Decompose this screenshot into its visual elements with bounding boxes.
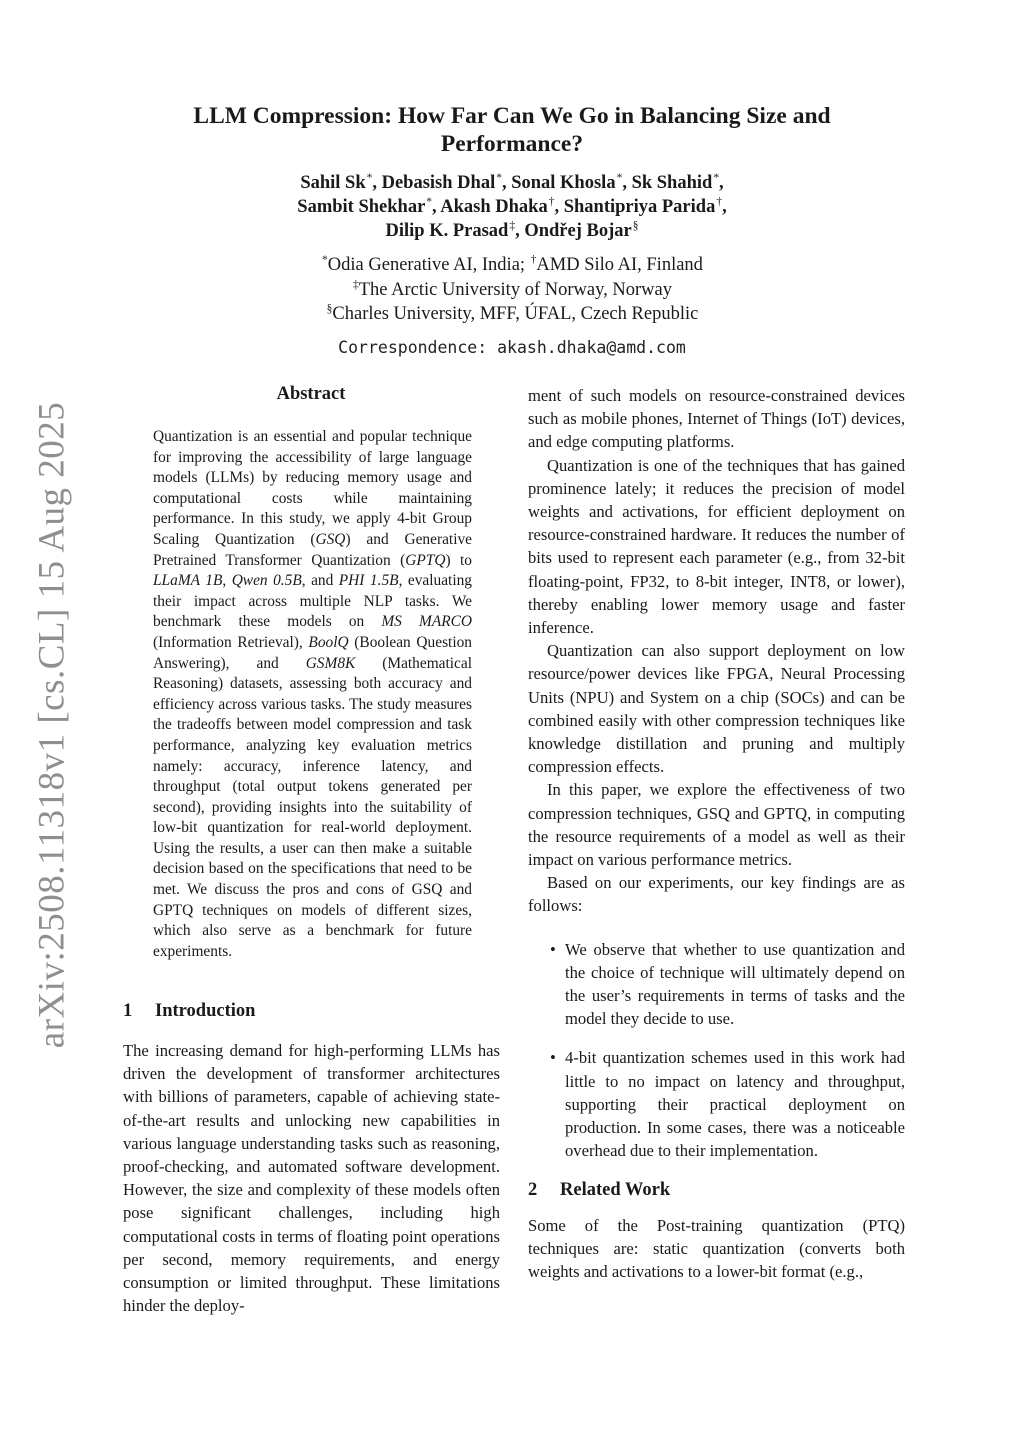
author-mark: * xyxy=(426,196,433,209)
author-mark: * xyxy=(616,172,623,185)
author-mark: * xyxy=(496,172,502,185)
introduction-paragraph-4: In this paper, we explore the effectiveness of two compression techniques, GSQ and GPTQ, in computing the resource requirements of a model as well as their impact on various performance metrics. xyxy=(528,780,905,870)
affiliation-line-3: §Charles University, MFF, ÚFAL, Czech Republic xyxy=(326,303,699,324)
key-findings-list xyxy=(528,938,905,1163)
right-column xyxy=(528,384,905,1283)
abstract-heading: Abstract xyxy=(276,384,346,404)
author-mark: ‡ xyxy=(509,220,516,233)
introduction-paragraph-5: Based on our experiments, our key findings are as follows: xyxy=(528,873,905,916)
author-name: Dilip K. Prasad xyxy=(385,221,509,241)
author-name: Shantipriya Parida xyxy=(563,197,716,217)
author-mark: † xyxy=(716,196,723,209)
arxiv-identifier-stamp: arXiv:2508.11318v1 [cs.CL] 15 Aug 2025 xyxy=(31,401,73,1049)
list-item: • We observe that whether to use quantization and the choice of technique will ultimately depend on the user’s requirements in terms of tasks and the model they decide to use. xyxy=(550,939,905,1029)
title-line-1: LLM Compression: How Far Can We Go in Balancing Size and xyxy=(193,103,831,129)
affiliation-line-2: ‡The Arctic University of Norway, Norway xyxy=(353,278,672,300)
author-list xyxy=(0,171,1024,243)
paper-title xyxy=(0,102,1024,158)
list-item: • 4-bit quantization schemes used in this work had little to no impact on latency and throughput, supporting their practical deployment on production. In some cases, there was a noticeable overhead due to their implementation. xyxy=(550,1048,905,1161)
author-mark: § xyxy=(632,220,639,233)
author-name: Sk Shahid xyxy=(631,173,713,193)
author-line-2: Sambit Shekhar*, Akash Dhaka†, Shantipriya Parida†, xyxy=(297,196,727,217)
related-work-paragraph-1: Some of the Post-training quantization (PTQ) techniques are: static quantization (converts both weights and activations to a lower-bit format (e.g., xyxy=(528,1215,905,1282)
author-line-1: Sahil Sk*, Debasish Dhal*, Sonal Khosla*, Sk Shahid*, xyxy=(300,172,724,193)
abstract-text: Quantization is an essential and popular technique for improving the accessibility of large language models (LLMs) by reducing memory usage and computational costs while maintaining performance. In this study, we apply 4-bit Group Scaling Quantization (GSQ) and Generative Pretrained Transformer Quantization (GPTQ) to LLaMA 1B, Qwen 0.5B, and PHI 1.5B, evaluating their impact across multiple NLP tasks. We benchmark these models on MS MARCO (Information Retrieval), BoolQ (Boolean Question Answering), and GSM8K (Mathematical Reasoning) datasets, assessing both accuracy and efficiency across various tasks. The study measures the tradeoffs between model compression and task performance, analyzing key evaluation metrics namely: accuracy, inference latency, and throughput (total output tokens generated per second), providing insights into the suitability of low-bit quantization for real-world deployment. Using the results, a user can then make a suitable decision based on the specifications that need to be met. We discuss the pros and cons of GSQ and GPTQ techniques on models of different sizes, which also serve as a benchmark for future experiments. xyxy=(153,428,473,960)
bullet-icon: • xyxy=(550,1048,556,1068)
section-title: Introduction xyxy=(155,1001,256,1021)
author-name: Akash Dhaka xyxy=(440,197,548,217)
introduction-paragraph-2: Quantization is one of the techniques that has gained prominence lately; it reduces the precision of model weights and activations, for efficient deployment on resource-constrained hardware. It reduces the number of bits used to represent each parameter (e.g., from 32-bit floating-point, FP32, to 8-bit integer, INT8, or lower), thereby enabling lower memory usage and faster inference. xyxy=(528,455,905,638)
author-mark: * xyxy=(713,172,720,185)
author-line-3: Dilip K. Prasad‡, Ondřej Bojar§ xyxy=(385,220,639,241)
author-name: Sambit Shekhar xyxy=(297,197,426,217)
author-mark: † xyxy=(548,196,555,209)
section-number: 1 xyxy=(123,1001,133,1021)
author-name: Sahil Sk xyxy=(300,173,366,193)
author-name: Debasish Dhal xyxy=(381,173,496,193)
section-title: Related Work xyxy=(560,1179,671,1200)
title-line-2: Performance? xyxy=(440,131,584,157)
introduction-paragraph-3: Quantization can also support deployment on low resource/power devices like FPGA, Neural Processing Units (NPU) and System on a chip (SOCs) and can be combined easily with other compression techniques like knowledge distillation and pruning and multiply compression effects. xyxy=(528,641,905,777)
bullet-icon: • xyxy=(550,939,556,959)
affiliation-line-1: *Odia Generative AI, India; †AMD Silo AI, Finland xyxy=(322,254,703,275)
correspondence-email: Correspondence: akash.dhaka@amd.com xyxy=(338,338,686,357)
affiliations xyxy=(0,253,1024,327)
section-number: 2 xyxy=(528,1179,538,1200)
related-work-heading xyxy=(528,1179,905,1202)
introduction-paragraph-1: The increasing demand for high-performing LLMs has driven the development of transformer architectures with billions of parameters, capable of achieving state-of-the-art results and unlocking new capabilities in various language understanding tasks such as reasoning, proof-checking, and automated software development. However, the size and complexity of these models often pose significant challenges, including high computational costs in terms of floating point operations per second, memory requirements, and energy consumption or limited throughput. These limitations hinder the deploy- xyxy=(123,1041,500,1316)
introduction-paragraph-1-continued: ment of such models on resource-constrained devices such as mobile phones, Internet of Things (IoT) devices, and edge computing platforms. xyxy=(528,386,905,452)
author-mark: * xyxy=(366,172,373,185)
introduction-heading xyxy=(123,1001,255,1022)
author-name: Ondřej Bojar xyxy=(524,221,632,241)
author-name: Sonal Khosla xyxy=(511,173,616,193)
